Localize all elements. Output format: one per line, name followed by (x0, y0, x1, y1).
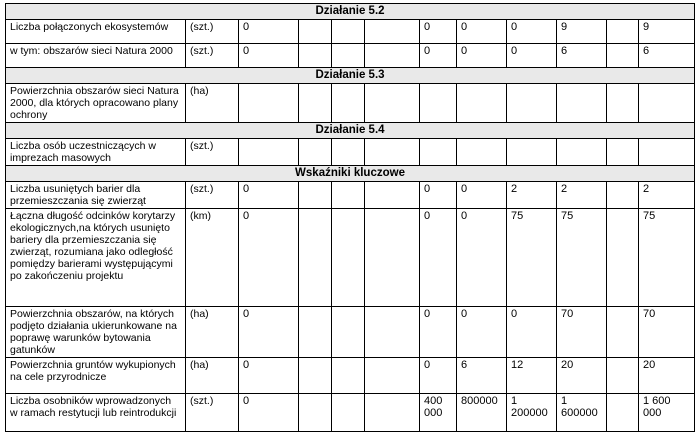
table-row (6, 20, 695, 44)
value-cell (332, 44, 365, 68)
table-row (6, 394, 695, 432)
value-cell (332, 307, 365, 358)
value-cell (365, 139, 420, 166)
value-cell (299, 20, 332, 44)
value-cell: 0 (420, 20, 457, 44)
value-cell: 0 (457, 307, 507, 358)
section-header-row (6, 68, 695, 84)
indicator-label: Liczba osobników wprowadzonych w ramach restytucji lub reintrodukcji (6, 394, 186, 432)
unit-cell: (szt.) (186, 139, 239, 166)
value-cell: 1 600000 (557, 394, 607, 432)
value-cell (607, 44, 639, 68)
value-cell: 6 (457, 358, 507, 394)
value-cell (507, 139, 557, 166)
indicator-label: Łączna długość odcinków korytarzy ekologicznych,na których usunięto bariery dla przemieszczania się zwierząt, rozumiana jako odległość pomiędzy barierami występującymi po zakończeniu projektu (6, 209, 186, 307)
value-cell (557, 84, 607, 123)
value-cell: 20 (639, 358, 695, 394)
value-cell: 0 (420, 307, 457, 358)
value-cell (607, 209, 639, 307)
value-cell (365, 84, 420, 123)
value-cell (332, 358, 365, 394)
value-cell (607, 84, 639, 123)
value-cell: 0 (420, 209, 457, 307)
value-cell (365, 394, 420, 432)
value-cell (365, 44, 420, 68)
table-row (6, 209, 695, 307)
value-cell: 0 (457, 182, 507, 209)
value-cell (239, 139, 299, 166)
indicator-table (5, 3, 695, 432)
value-cell (639, 139, 695, 166)
value-cell (299, 209, 332, 307)
value-cell: 9 (557, 20, 607, 44)
value-cell (299, 139, 332, 166)
value-cell: 75 (639, 209, 695, 307)
value-cell: 0 (507, 20, 557, 44)
value-cell (299, 84, 332, 123)
section-header-row (6, 166, 695, 182)
value-cell: 6 (639, 44, 695, 68)
table-row (6, 84, 695, 123)
value-cell: 0 (420, 358, 457, 394)
value-cell: 2 (557, 182, 607, 209)
value-cell (332, 20, 365, 44)
value-cell (332, 139, 365, 166)
value-cell (299, 358, 332, 394)
indicator-label: Liczba połączonych ekosystemów (6, 20, 186, 44)
value-cell (332, 209, 365, 307)
value-cell: 12 (507, 358, 557, 394)
value-cell: 0 (239, 209, 299, 307)
value-cell (332, 394, 365, 432)
value-cell: 400 000 (420, 394, 457, 432)
value-cell: 0 (457, 209, 507, 307)
value-cell (607, 307, 639, 358)
value-cell (557, 139, 607, 166)
unit-cell: (km) (186, 209, 239, 307)
value-cell: 6 (557, 44, 607, 68)
value-cell (299, 394, 332, 432)
table-row (6, 307, 695, 358)
value-cell (365, 209, 420, 307)
value-cell (607, 20, 639, 44)
value-cell (239, 84, 299, 123)
section-header-row (6, 123, 695, 139)
value-cell: 70 (557, 307, 607, 358)
value-cell (607, 139, 639, 166)
value-cell: 0 (420, 182, 457, 209)
value-cell (332, 84, 365, 123)
section-title: Działanie 5.3 (6, 68, 695, 84)
value-cell (365, 20, 420, 44)
section-title: Działanie 5.2 (6, 4, 695, 20)
indicator-label: Powierzchnia gruntów wykupionych na cele przyrodnicze (6, 358, 186, 394)
value-cell (607, 394, 639, 432)
value-cell (332, 182, 365, 209)
unit-cell: (szt.) (186, 394, 239, 432)
value-cell (365, 358, 420, 394)
value-cell: 0 (457, 44, 507, 68)
unit-cell: (szt.) (186, 182, 239, 209)
value-cell (607, 182, 639, 209)
value-cell: 1 200000 (507, 394, 557, 432)
value-cell: 0 (239, 358, 299, 394)
value-cell (457, 139, 507, 166)
indicator-label: Liczba osób uczestniczących w imprezach masowych (6, 139, 186, 166)
indicator-label: Powierzchnia obszarów, na których podjęto działania ukierunkowane na poprawę warunków bytowania gatunków (6, 307, 186, 358)
value-cell: 2 (639, 182, 695, 209)
value-cell: 0 (507, 44, 557, 68)
unit-cell: (szt.) (186, 20, 239, 44)
value-cell: 2 (507, 182, 557, 209)
table-row (6, 182, 695, 209)
indicator-label: w tym: obszarów sieci Natura 2000 (6, 44, 186, 68)
value-cell (299, 307, 332, 358)
table-row (6, 44, 695, 68)
value-cell: 0 (239, 307, 299, 358)
value-cell: 0 (239, 44, 299, 68)
unit-cell: (ha) (186, 84, 239, 123)
value-cell (420, 84, 457, 123)
value-cell (507, 84, 557, 123)
value-cell: 75 (557, 209, 607, 307)
value-cell: 1 600 000 (639, 394, 695, 432)
unit-cell: (ha) (186, 307, 239, 358)
value-cell: 75 (507, 209, 557, 307)
indicator-label: Liczba usuniętych barier dla przemieszczania się zwierząt (6, 182, 186, 209)
value-cell (607, 358, 639, 394)
value-cell: 0 (239, 182, 299, 209)
value-cell (365, 307, 420, 358)
value-cell: 0 (457, 20, 507, 44)
value-cell (457, 84, 507, 123)
value-cell: 0 (239, 20, 299, 44)
value-cell: 800000 (457, 394, 507, 432)
unit-cell: (ha) (186, 358, 239, 394)
section-header-row (6, 4, 695, 20)
table-row (6, 139, 695, 166)
value-cell (365, 182, 420, 209)
section-title: Działanie 5.4 (6, 123, 695, 139)
value-cell: 0 (239, 394, 299, 432)
value-cell: 9 (639, 20, 695, 44)
value-cell (299, 182, 332, 209)
value-cell (299, 44, 332, 68)
value-cell: 20 (557, 358, 607, 394)
table-body (6, 4, 695, 432)
section-title: Wskaźniki kluczowe (6, 166, 695, 182)
value-cell: 70 (639, 307, 695, 358)
value-cell: 0 (420, 44, 457, 68)
value-cell (639, 84, 695, 123)
indicator-label: Powierzchnia obszarów sieci Natura 2000, dla których opracowano plany ochrony (6, 84, 186, 123)
unit-cell: (szt.) (186, 44, 239, 68)
table-row (6, 358, 695, 394)
value-cell: 0 (507, 307, 557, 358)
value-cell (420, 139, 457, 166)
